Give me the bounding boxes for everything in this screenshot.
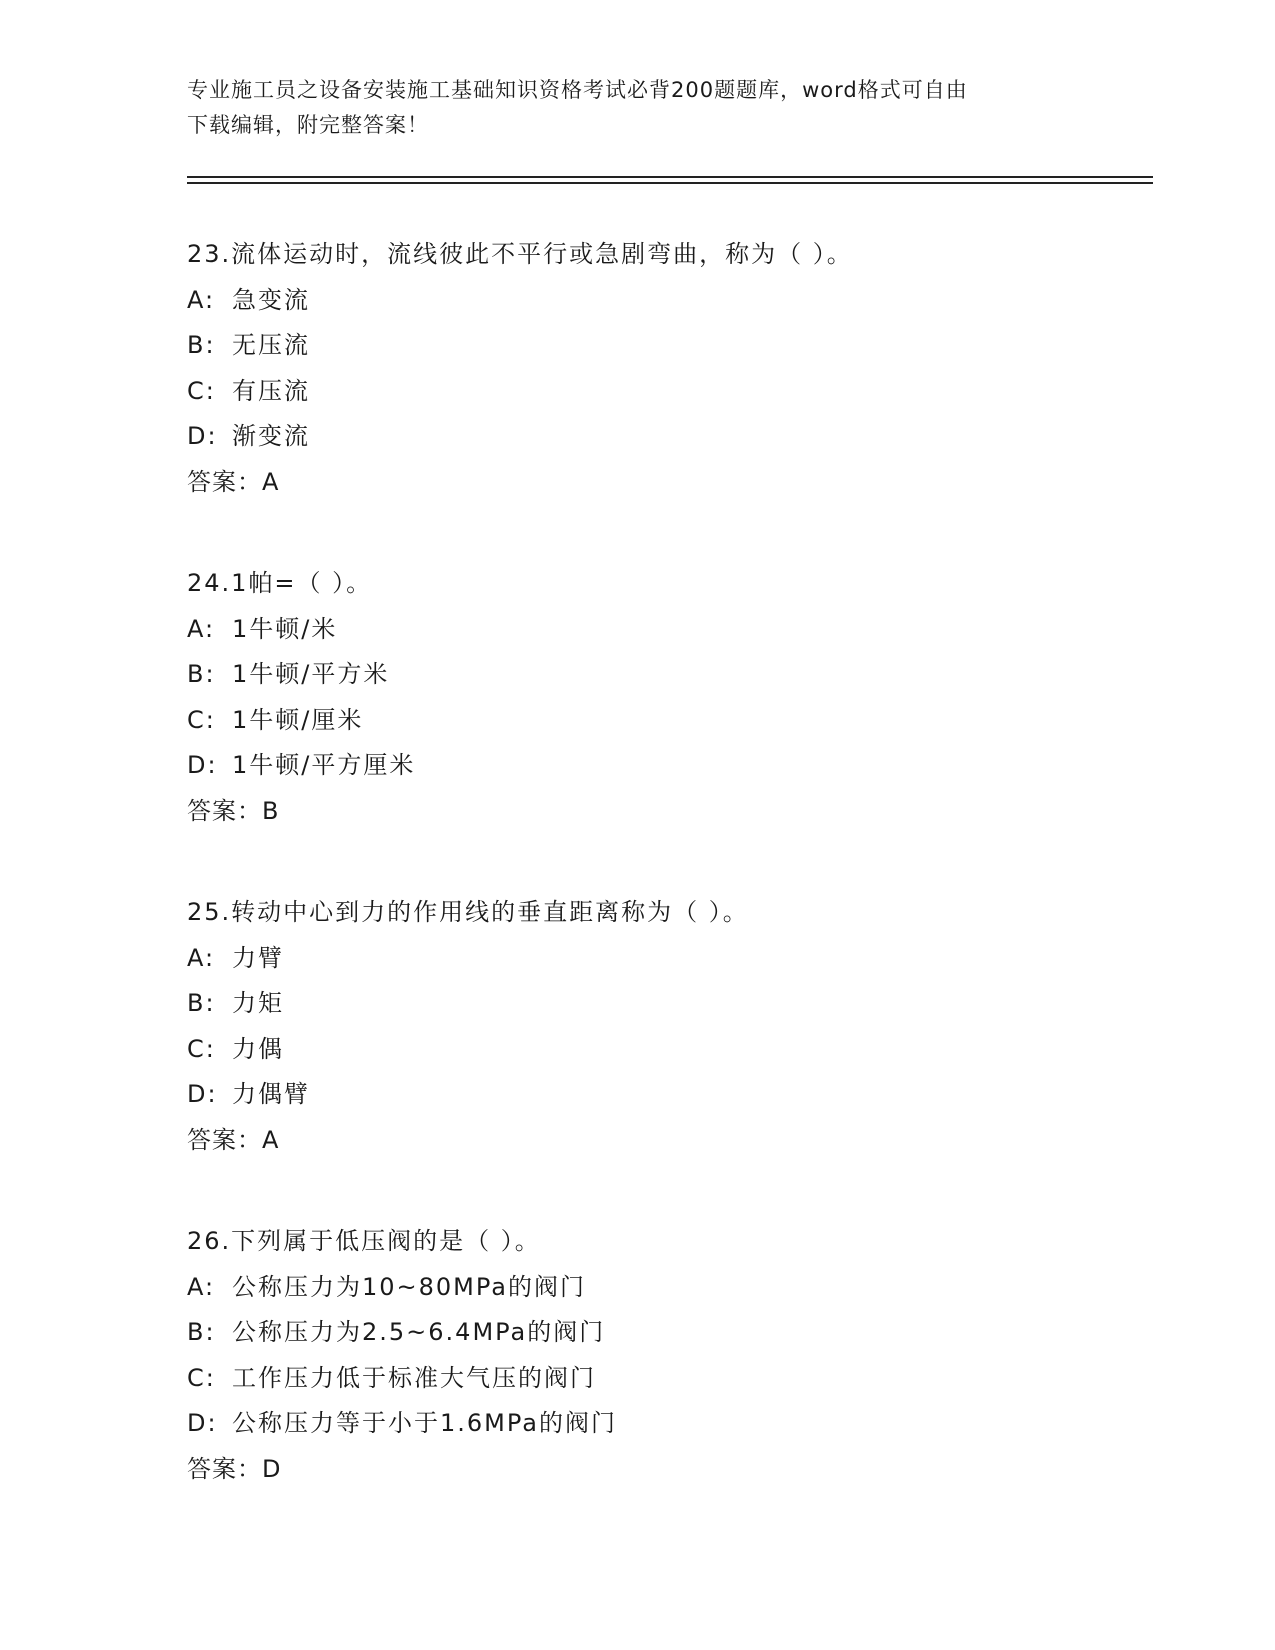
option-text: 力臂 [232,943,284,972]
option-text: 1牛顿/厘米 [232,705,364,734]
question-stem: 26.下列属于低压阀的是（ ）。 [187,1227,541,1255]
option-letter: B: [187,989,216,1017]
option-letter: C: [187,1034,216,1063]
option-a [187,607,1147,653]
option-c [187,1027,1147,1073]
answer-line: 答案：A [187,467,280,496]
option-c [187,369,1147,415]
option-letter: C: [187,705,216,734]
option-letter: B: [187,1318,216,1346]
option-text: 无压流 [232,331,310,359]
question-stem: 24.1帕=（ ）。 [187,569,373,597]
option-text: 工作压力低于标准大气压的阀门 [232,1363,596,1392]
header-divider-top [187,176,1153,178]
option-text: 1牛顿/米 [232,614,338,643]
option-d [187,743,1147,789]
option-text: 1牛顿/平方厘米 [232,751,416,779]
question-24 [187,561,1147,834]
option-text: 公称压力等于小于1.6MPa的阀门 [232,1409,617,1437]
option-b [187,652,1147,698]
option-letter: B: [187,331,216,359]
question-stem: 23.流体运动时，流线彼此不平行或急剧弯曲，称为（ ）。 [187,240,853,268]
question-stem: 25.转动中心到力的作用线的垂直距离称为（ ）。 [187,898,749,926]
option-text: 急变流 [232,285,310,314]
option-text: 力偶臂 [232,1080,310,1108]
option-text: 公称压力为10~80MPa的阀门 [232,1272,586,1301]
option-text: 有压流 [232,376,310,405]
option-b [187,981,1147,1027]
option-letter: A: [187,614,216,643]
header-line-1: 专业施工员之设备安装施工基础知识资格考试必背200题题库，word格式可自由 [187,78,968,102]
option-d [187,1072,1147,1118]
option-letter: A: [187,943,216,972]
question-25 [187,890,1147,1163]
option-c [187,1356,1147,1402]
option-letter: D: [187,1409,218,1437]
header-line-2: 下载编辑，附完整答案！ [187,113,429,137]
option-letter: D: [187,1080,218,1108]
option-letter: D: [187,422,218,450]
option-text: 力偶 [232,1034,284,1063]
option-d [187,414,1147,460]
option-letter: A: [187,1272,216,1301]
option-text: 渐变流 [232,422,310,450]
option-letter: B: [187,660,216,688]
answer-line: 答案：D [187,1454,282,1483]
option-letter: D: [187,751,218,779]
question-list [187,232,1147,1548]
option-a [187,936,1147,982]
answer-line: 答案：B [187,796,280,825]
option-c [187,698,1147,744]
option-a [187,1265,1147,1311]
option-letter: A: [187,285,216,314]
option-d [187,1401,1147,1447]
option-text: 力矩 [232,989,284,1017]
option-letter: C: [187,376,216,405]
question-26 [187,1219,1147,1492]
option-b [187,323,1147,369]
option-letter: C: [187,1363,216,1392]
option-text: 1牛顿/平方米 [232,660,390,688]
option-text: 公称压力为2.5~6.4MPa的阀门 [232,1318,606,1346]
answer-line: 答案：A [187,1125,280,1154]
option-b [187,1310,1147,1356]
option-a [187,278,1147,324]
header-divider-bottom [187,182,1153,184]
question-23 [187,232,1147,505]
document-header [187,73,1067,143]
